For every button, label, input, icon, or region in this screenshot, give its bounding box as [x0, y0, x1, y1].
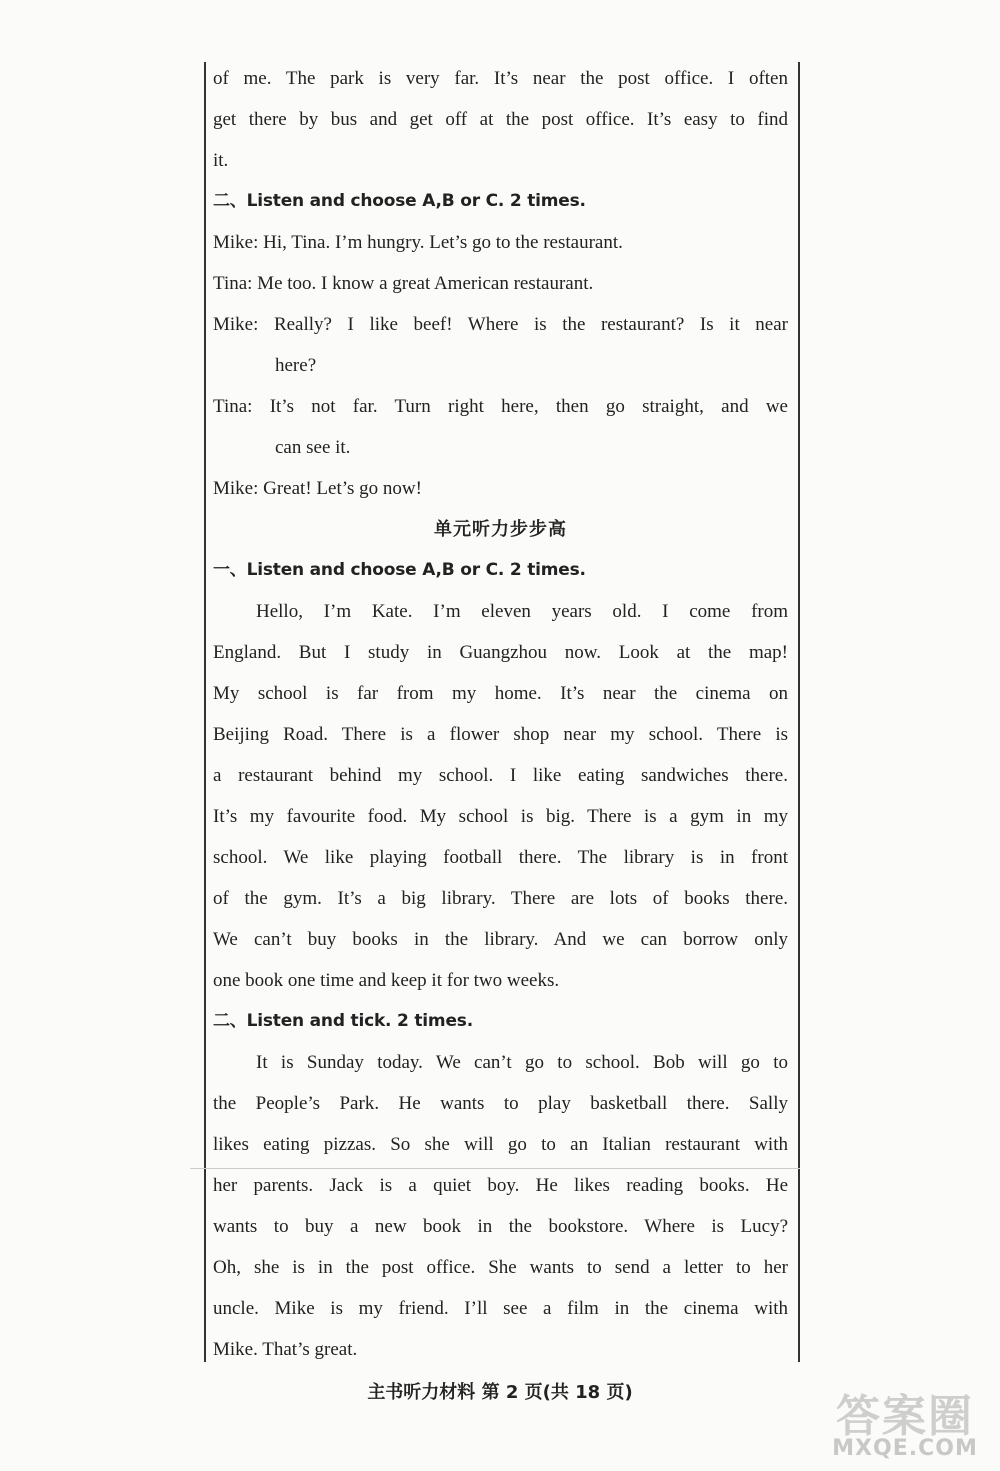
section-heading: 二、Listen and choose A,B or C. 2 times. [213, 191, 586, 211]
section-heading: 二、Listen and tick. 2 times. [213, 1011, 473, 1031]
text-line: school. We like playing football there. The library is in front [213, 847, 788, 868]
text-line: likes eating pizzas. So she will go to an Italian restaurant with [213, 1134, 788, 1155]
dialogue-continuation: here? [275, 355, 317, 376]
text-line: one book one time and keep it for two weeks. [213, 970, 560, 991]
text-line: get there by bus and get off at the post office. It’s easy to find [213, 109, 788, 130]
text-line: of the gym. It’s a big library. There are lots of books there. [213, 888, 788, 909]
text-line: the People’s Park. He wants to play basketball there. Sally [213, 1093, 788, 1114]
text-line: Mike: Really? I like beef! Where is the restaurant? Is it near [213, 314, 788, 335]
transcript-body [213, 58, 788, 1370]
watermark-text: 答案圈 [836, 1391, 974, 1442]
paragraph-first-line: Hello, I’m Kate. I’m eleven years old. I come from [256, 601, 788, 622]
text-line: Tina: Me too. I know a great American restaurant. [213, 273, 594, 294]
left-margin-rule [204, 62, 206, 1362]
text-line: Mike: Hi, Tina. I’m hungry. Let’s go to the restaurant. [213, 232, 623, 253]
text-line: Beijing Road. There is a flower shop near my school. There is [213, 724, 788, 745]
text-line: We can’t buy books in the library. And we can borrow only [213, 929, 788, 950]
page-footer: 主书听力材料 第 2 页(共 18 页) [367, 1382, 633, 1403]
text-line: My school is far from my home. It’s near the cinema on [213, 683, 788, 704]
text-line: her parents. Jack is a quiet boy. He likes reading books. He [213, 1175, 788, 1196]
text-line: uncle. Mike is my friend. I’ll see a film in the cinema with [213, 1298, 788, 1319]
text-line: It’s my favourite food. My school is big. There is a gym in my [213, 806, 788, 827]
text-line: it. [213, 150, 229, 171]
text-line: Tina: It’s not far. Turn right here, then go straight, and we [213, 396, 788, 417]
watermark-url: MXQE.COM [832, 1436, 978, 1461]
paragraph-first-line: It is Sunday today. We can’t go to school. Bob will go to [256, 1052, 788, 1073]
dialogue-continuation: can see it. [275, 437, 351, 458]
text-line: Mike. That’s great. [213, 1339, 358, 1360]
section-heading: 一、Listen and choose A,B or C. 2 times. [213, 560, 586, 580]
right-margin-rule [798, 62, 800, 1362]
text-line: England. But I study in Guangzhou now. Look at the map! [213, 642, 788, 663]
text-line: a restaurant behind my school. I like eating sandwiches there. [213, 765, 788, 786]
text-line: of me. The park is very far. It’s near the post office. I often [213, 68, 788, 89]
text-line: wants to buy a new book in the bookstore. Where is Lucy? [213, 1216, 788, 1237]
watermark-logo [820, 1380, 990, 1465]
unit-title: 单元听力步步高 [434, 519, 567, 540]
text-line: Oh, she is in the post office. She wants to send a letter to her [213, 1257, 788, 1278]
text-line: Mike: Great! Let’s go now! [213, 478, 422, 499]
